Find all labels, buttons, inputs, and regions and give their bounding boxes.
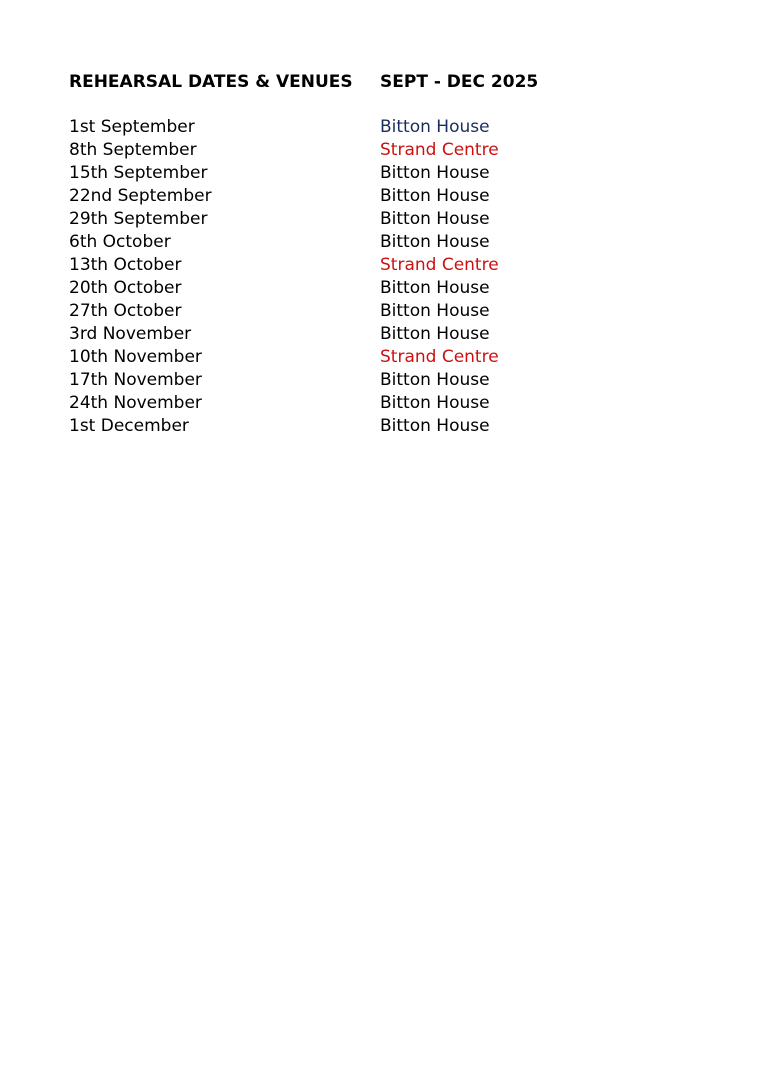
rehearsal-venue: Bitton House [380, 232, 490, 252]
page-title [69, 70, 689, 94]
schedule-row [69, 392, 689, 415]
rehearsal-schedule [69, 116, 689, 438]
rehearsal-venue: Bitton House [380, 117, 490, 137]
schedule-row [69, 208, 689, 231]
rehearsal-date: 29th September [69, 209, 208, 229]
rehearsal-date: 3rd November [69, 324, 192, 344]
rehearsal-venue: Bitton House [380, 370, 490, 390]
rehearsal-venue: Bitton House [380, 186, 490, 206]
schedule-row [69, 300, 689, 323]
rehearsal-venue: Strand Centre [380, 347, 499, 367]
title-left: REHEARSAL DATES & VENUES [69, 72, 353, 92]
rehearsal-date: 1st December [69, 416, 189, 436]
rehearsal-date: 20th October [69, 278, 182, 298]
schedule-row [69, 254, 689, 277]
schedule-row [69, 346, 689, 369]
rehearsal-venue: Bitton House [380, 209, 490, 229]
rehearsal-venue: Strand Centre [380, 255, 499, 275]
schedule-row [69, 162, 689, 185]
rehearsal-venue: Bitton House [380, 393, 490, 413]
rehearsal-venue: Strand Centre [380, 140, 499, 160]
rehearsal-date: 6th October [69, 232, 171, 252]
rehearsal-date: 8th September [69, 140, 197, 160]
rehearsal-venue: Bitton House [380, 416, 490, 436]
schedule-row [69, 116, 689, 139]
schedule-row [69, 369, 689, 392]
rehearsal-date: 1st September [69, 117, 195, 137]
schedule-row [69, 323, 689, 346]
schedule-row [69, 231, 689, 254]
schedule-row [69, 139, 689, 162]
rehearsal-date: 17th November [69, 370, 202, 390]
rehearsal-venue: Bitton House [380, 324, 490, 344]
title-right: SEPT - DEC 2025 [380, 72, 539, 92]
rehearsal-date: 15th September [69, 163, 208, 183]
rehearsal-venue: Bitton House [380, 163, 490, 183]
rehearsal-date: 22nd September [69, 186, 212, 206]
rehearsal-date: 13th October [69, 255, 182, 275]
rehearsal-venue: Bitton House [380, 278, 490, 298]
schedule-row [69, 185, 689, 208]
rehearsal-date: 24th November [69, 393, 202, 413]
schedule-row [69, 415, 689, 438]
schedule-row [69, 277, 689, 300]
rehearsal-date: 10th November [69, 347, 202, 367]
rehearsal-date: 27th October [69, 301, 182, 321]
rehearsal-venue: Bitton House [380, 301, 490, 321]
